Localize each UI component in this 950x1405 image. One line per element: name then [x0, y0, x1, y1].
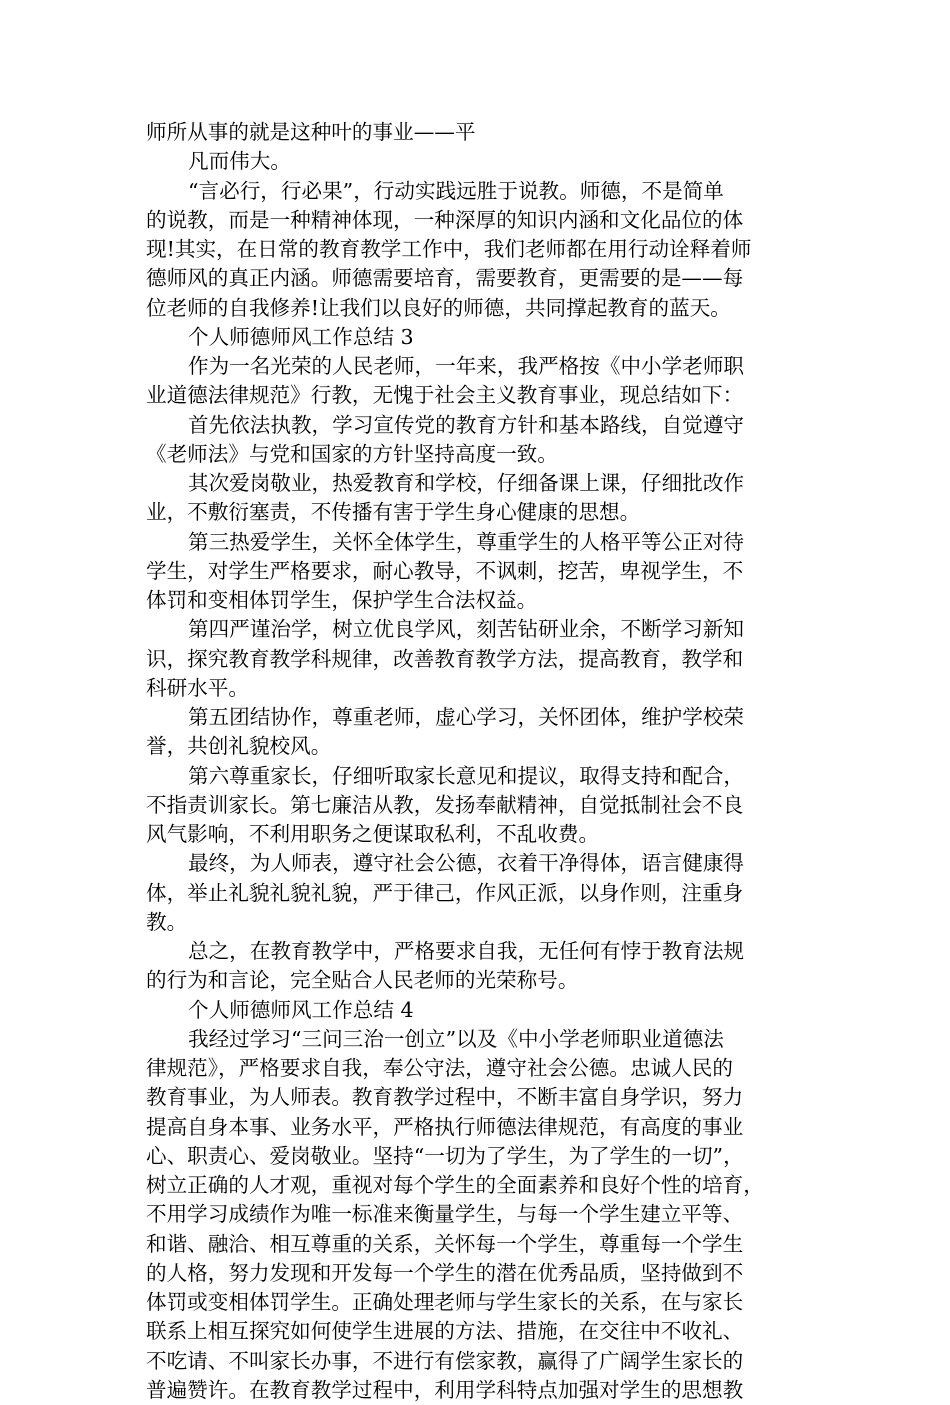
text-line: 树立正确的人才观，重视对每个学生的全面素养和良好个性的培育， — [146, 1173, 764, 1197]
text-line: 心、职责心、爱岗敬业。坚持“一切为了学生，为了学生的一切”， — [146, 1143, 744, 1168]
text-line: 第三热爱学生，关怀全体学生，尊重学生的人格平等公正对待 — [188, 529, 745, 554]
document-page — [146, 118, 808, 1405]
text-line: 我经过学习“三问三治一创立”以及《中小学老师职业道德法 — [188, 1026, 724, 1051]
text-line: 普遍赞许。在教育教学过程中，利用学科特点加强对学生的思想教 — [146, 1377, 744, 1402]
text-line: 的行为和言论，完全贴合人民老师的光荣称号。 — [146, 968, 579, 993]
text-line: 最终，为人师表，遵守社会公德，衣着干净得体，语言健康得 — [188, 851, 745, 876]
text-line: 个人师德师风工作总结 4 — [188, 997, 414, 1022]
text-line: 教。 — [146, 909, 188, 934]
text-line: 第五团结协作，尊重老师，虚心学习，关怀团体，维护学校荣 — [188, 705, 745, 729]
text-line: 业，不敷衍塞责，不传播有害于学生身心健康的思想。 — [146, 500, 641, 525]
text-line: 作为一名光荣的人民老师，一年来，我严格按《中小学老师职 — [188, 354, 745, 378]
text-line: 科研水平。 — [146, 675, 249, 700]
text-line: 律规范》，严格要求自我，奉公守法，遵守社会公德。忠诚人民的 — [146, 1056, 733, 1080]
text-line: 第四严谨治学，树立优良学风，刻苦钻研业余，不断学习新知 — [188, 617, 745, 642]
text-line: 体罚或变相体罚学生。正确处理老师与学生家长的关系，在与家长 — [146, 1290, 744, 1314]
text-line: 其次爱岗敬业，热爱教育和学校，仔细备课上课，仔细批改作 — [188, 471, 745, 495]
text-line: 不指责训家长。第七廉洁从教，发扬奉献精神，自觉抵制社会不良 — [146, 792, 744, 817]
text-line: 业道德法律规范》行教，无愧于社会主义教育事业，现总结如下： — [146, 383, 744, 408]
text-line: 风气影响，不利用职务之便谋取私利，不乱收费。 — [146, 822, 600, 846]
text-line: 和谐、融洽、相互尊重的关系，关怀每一个学生，尊重每一个学生 — [146, 1231, 744, 1256]
text-line: 首先依法执教，学习宣传党的教育方针和基本路线，自觉遵守 — [188, 412, 745, 437]
text-line: 提高自身本事、业务水平，严格执行师德法律规范，有高度的事业 — [146, 1114, 744, 1139]
text-line: 现!其实，在日常的教育教学工作中，我们老师都在用行动诠释着师 — [146, 237, 752, 261]
text-line: 教育事业，为人师表。教育教学过程中，不断丰富自身学识，努力 — [146, 1085, 744, 1110]
text-line: 学生，对学生严格要求，耐心教导，不讽刺，挖苦，卑视学生，不 — [146, 558, 744, 583]
text-line: 第六尊重家长，仔细听取家长意见和提议，取得支持和配合， — [188, 763, 745, 788]
text-line: 誉，共创礼貌校风。 — [146, 734, 332, 759]
text-line: 联系上相互探究如何使学生进展的方法、措施，在交往中不收礼、 — [146, 1319, 744, 1344]
text-line: 凡而伟大。 — [188, 149, 291, 174]
text-line: 总之，在教育教学中，严格要求自我，无任何有悖于教育法规 — [188, 939, 745, 963]
text-line: 位老师的自我修养!让我们以良好的师德，共同撑起教育的蓝天。 — [146, 295, 731, 320]
text-line: 不用学习成绩作为唯一标准来衡量学生，与每一个学生建立平等、 — [146, 1202, 744, 1227]
text-line: 识，探究教育教学科规律，改善教育教学方法，提高教育，教学和 — [146, 646, 744, 671]
text-line: “言必行，行必果”，行动实践远胜于说教。师德，不是简单 — [188, 178, 724, 203]
text-line: 《老师法》与党和国家的方针坚持高度一致。 — [146, 441, 558, 466]
text-line: 体罚和变相体罚学生，保护学生合法权益。 — [146, 588, 538, 612]
text-line: 体，举止礼貌礼貌礼貌，严于律己，作风正派，以身作则，注重身 — [146, 880, 744, 905]
text-line: 不吃请、不叫家长办事，不进行有偿家教，赢得了广阔学生家长的 — [146, 1348, 744, 1373]
text-line: 德师风的真正内涵。师德需要培育，需要教育，更需要的是——每 — [146, 266, 744, 291]
text-line: 的人格，努力发现和开发每一个学生的潜在优秀品质，坚持做到不 — [146, 1260, 744, 1285]
text-line: 个人师德师风工作总结 3 — [188, 324, 414, 349]
text-line: 的说教，而是一种精神体现，一种深厚的知识内涵和文化品位的体 — [146, 207, 744, 232]
text-line: 师所从事的就是这种叶的事业——平 — [146, 120, 476, 144]
